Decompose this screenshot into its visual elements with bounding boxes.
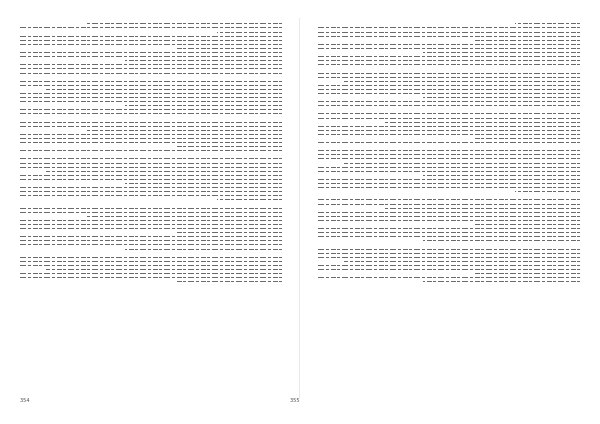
- text-line: [423, 280, 580, 284]
- left-text-column: [20, 22, 282, 392]
- right-page-number: 355: [290, 398, 300, 404]
- right-text-column: [318, 22, 580, 392]
- gutter-divider: [299, 18, 300, 398]
- text-line: [177, 280, 282, 284]
- left-page-number: 354: [20, 398, 30, 404]
